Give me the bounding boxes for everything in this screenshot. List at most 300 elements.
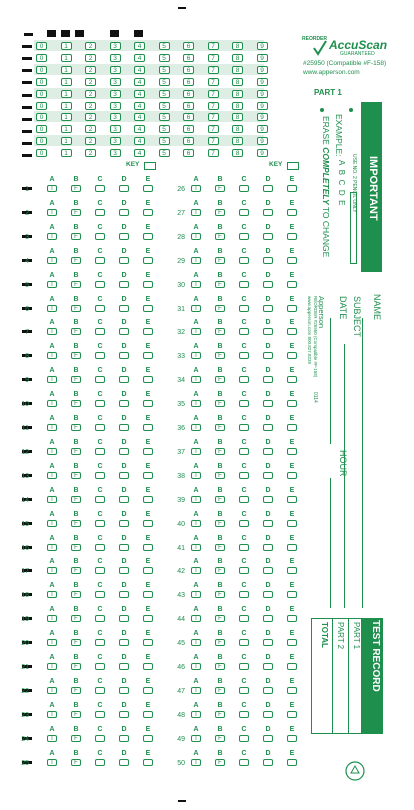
answer-bubble[interactable]: [143, 424, 153, 431]
answer-bubble[interactable]: F: [71, 639, 81, 646]
answer-bubble[interactable]: F: [215, 520, 225, 527]
field-hour-line[interactable]: [330, 478, 331, 608]
answer-bubble[interactable]: F: [215, 352, 225, 359]
key-bubble[interactable]: 1: [61, 113, 72, 121]
key-box-right[interactable]: [287, 162, 299, 170]
answer-bubble[interactable]: T: [191, 185, 201, 192]
answer-bubble[interactable]: F: [71, 448, 81, 455]
answer-bubble[interactable]: [287, 185, 297, 192]
key-bubble[interactable]: 3: [110, 149, 121, 157]
key-bubble[interactable]: 0: [36, 102, 47, 110]
answer-bubble[interactable]: F: [215, 759, 225, 766]
answer-bubble[interactable]: [263, 639, 273, 646]
answer-bubble[interactable]: T: [191, 448, 201, 455]
key-bubble[interactable]: 6: [183, 78, 194, 86]
key-bubble[interactable]: 1: [61, 78, 72, 86]
answer-bubble[interactable]: T: [47, 352, 57, 359]
answer-bubble[interactable]: T: [191, 711, 201, 718]
answer-bubble[interactable]: F: [71, 520, 81, 527]
answer-bubble[interactable]: [263, 185, 273, 192]
answer-bubble[interactable]: [95, 185, 105, 192]
key-bubble[interactable]: 3: [110, 113, 121, 121]
key-bubble[interactable]: 3: [110, 66, 121, 74]
answer-bubble[interactable]: T: [191, 233, 201, 240]
answer-bubble[interactable]: [119, 591, 129, 598]
answer-bubble[interactable]: [119, 281, 129, 288]
key-bubble[interactable]: 5: [159, 42, 170, 50]
answer-bubble[interactable]: [95, 591, 105, 598]
answer-bubble[interactable]: [263, 711, 273, 718]
answer-bubble[interactable]: [287, 759, 297, 766]
key-bubble[interactable]: 8: [232, 102, 243, 110]
answer-bubble[interactable]: F: [71, 759, 81, 766]
answer-bubble[interactable]: T: [191, 257, 201, 264]
answer-bubble[interactable]: T: [47, 544, 57, 551]
answer-bubble[interactable]: F: [71, 281, 81, 288]
answer-bubble[interactable]: T: [47, 639, 57, 646]
answer-bubble[interactable]: F: [71, 305, 81, 312]
answer-bubble[interactable]: [239, 209, 249, 216]
key-bubble[interactable]: 7: [208, 125, 219, 133]
answer-bubble[interactable]: [119, 233, 129, 240]
key-bubble[interactable]: 4: [134, 42, 145, 50]
key-bubble[interactable]: 0: [36, 78, 47, 86]
key-bubble[interactable]: 7: [208, 78, 219, 86]
answer-bubble[interactable]: [239, 735, 249, 742]
answer-bubble[interactable]: T: [191, 663, 201, 670]
answer-bubble[interactable]: [287, 400, 297, 407]
answer-bubble[interactable]: F: [215, 305, 225, 312]
key-bubble[interactable]: 6: [183, 102, 194, 110]
answer-bubble[interactable]: [287, 639, 297, 646]
answer-bubble[interactable]: T: [47, 520, 57, 527]
key-bubble[interactable]: 0: [36, 113, 47, 121]
key-bubble[interactable]: 3: [110, 102, 121, 110]
answer-bubble[interactable]: F: [215, 424, 225, 431]
answer-bubble[interactable]: [287, 472, 297, 479]
answer-bubble[interactable]: [143, 639, 153, 646]
answer-bubble[interactable]: [263, 520, 273, 527]
key-bubble[interactable]: 8: [232, 125, 243, 133]
answer-bubble[interactable]: [95, 233, 105, 240]
answer-bubble[interactable]: [287, 663, 297, 670]
key-bubble[interactable]: 3: [110, 90, 121, 98]
answer-bubble[interactable]: F: [71, 663, 81, 670]
answer-bubble[interactable]: [119, 544, 129, 551]
answer-bubble[interactable]: [143, 376, 153, 383]
answer-bubble[interactable]: [143, 759, 153, 766]
key-bubble[interactable]: 1: [61, 137, 72, 145]
answer-bubble[interactable]: [119, 687, 129, 694]
key-bubble[interactable]: 2: [85, 54, 96, 62]
answer-bubble[interactable]: F: [215, 209, 225, 216]
key-bubble[interactable]: 5: [159, 54, 170, 62]
key-bubble[interactable]: 0: [36, 42, 47, 50]
answer-bubble[interactable]: [119, 352, 129, 359]
answer-bubble[interactable]: T: [191, 472, 201, 479]
answer-bubble[interactable]: [263, 400, 273, 407]
answer-bubble[interactable]: [95, 735, 105, 742]
key-bubble[interactable]: 7: [208, 54, 219, 62]
answer-bubble[interactable]: T: [191, 496, 201, 503]
answer-bubble[interactable]: [239, 567, 249, 574]
key-bubble[interactable]: 6: [183, 137, 194, 145]
answer-bubble[interactable]: F: [215, 639, 225, 646]
key-bubble[interactable]: 3: [110, 78, 121, 86]
answer-bubble[interactable]: [143, 711, 153, 718]
key-bubble[interactable]: 9: [257, 54, 268, 62]
answer-bubble[interactable]: [119, 759, 129, 766]
answer-bubble[interactable]: F: [215, 448, 225, 455]
answer-bubble[interactable]: T: [47, 328, 57, 335]
answer-bubble[interactable]: [287, 209, 297, 216]
key-bubble[interactable]: 6: [183, 42, 194, 50]
answer-bubble[interactable]: [287, 544, 297, 551]
answer-bubble[interactable]: [239, 185, 249, 192]
answer-bubble[interactable]: [95, 448, 105, 455]
answer-bubble[interactable]: [239, 496, 249, 503]
answer-bubble[interactable]: T: [47, 472, 57, 479]
key-bubble[interactable]: 7: [208, 113, 219, 121]
answer-bubble[interactable]: [95, 257, 105, 264]
answer-bubble[interactable]: [119, 615, 129, 622]
answer-bubble[interactable]: [95, 567, 105, 574]
answer-bubble[interactable]: [239, 400, 249, 407]
key-bubble[interactable]: 4: [134, 102, 145, 110]
answer-bubble[interactable]: [143, 544, 153, 551]
key-bubble[interactable]: 6: [183, 54, 194, 62]
answer-bubble[interactable]: [143, 496, 153, 503]
key-bubble[interactable]: 7: [208, 149, 219, 157]
answer-bubble[interactable]: [95, 352, 105, 359]
answer-bubble[interactable]: [239, 281, 249, 288]
answer-bubble[interactable]: [95, 639, 105, 646]
answer-bubble[interactable]: F: [71, 233, 81, 240]
answer-bubble[interactable]: T: [191, 591, 201, 598]
answer-bubble[interactable]: [239, 233, 249, 240]
key-bubble[interactable]: 0: [36, 125, 47, 133]
answer-bubble[interactable]: [287, 591, 297, 598]
answer-bubble[interactable]: T: [191, 567, 201, 574]
answer-bubble[interactable]: [95, 711, 105, 718]
answer-bubble[interactable]: F: [215, 663, 225, 670]
answer-bubble[interactable]: [263, 615, 273, 622]
answer-bubble[interactable]: [143, 233, 153, 240]
answer-bubble[interactable]: T: [191, 615, 201, 622]
answer-bubble[interactable]: [287, 305, 297, 312]
answer-bubble[interactable]: T: [47, 591, 57, 598]
answer-bubble[interactable]: [287, 711, 297, 718]
answer-bubble[interactable]: [143, 400, 153, 407]
answer-bubble[interactable]: F: [71, 328, 81, 335]
key-bubble[interactable]: 7: [208, 90, 219, 98]
answer-bubble[interactable]: [263, 328, 273, 335]
key-bubble[interactable]: 1: [61, 90, 72, 98]
answer-bubble[interactable]: [95, 305, 105, 312]
key-box-left[interactable]: [144, 162, 156, 170]
answer-bubble[interactable]: [239, 424, 249, 431]
key-bubble[interactable]: 5: [159, 78, 170, 86]
answer-bubble[interactable]: [263, 376, 273, 383]
key-bubble[interactable]: 1: [61, 42, 72, 50]
answer-bubble[interactable]: [263, 352, 273, 359]
key-bubble[interactable]: 5: [159, 149, 170, 157]
answer-bubble[interactable]: F: [71, 615, 81, 622]
answer-bubble[interactable]: T: [47, 496, 57, 503]
key-bubble[interactable]: 9: [257, 42, 268, 50]
answer-bubble[interactable]: [95, 424, 105, 431]
key-bubble[interactable]: 0: [36, 149, 47, 157]
key-bubble[interactable]: 1: [61, 125, 72, 133]
key-bubble[interactable]: 5: [159, 125, 170, 133]
answer-bubble[interactable]: F: [215, 281, 225, 288]
answer-bubble[interactable]: [263, 233, 273, 240]
key-bubble[interactable]: 6: [183, 90, 194, 98]
answer-bubble[interactable]: F: [71, 352, 81, 359]
field-date-line[interactable]: [330, 318, 331, 444]
answer-bubble[interactable]: [287, 424, 297, 431]
answer-bubble[interactable]: [143, 591, 153, 598]
key-bubble[interactable]: 5: [159, 113, 170, 121]
answer-bubble[interactable]: F: [215, 544, 225, 551]
answer-bubble[interactable]: [95, 615, 105, 622]
answer-bubble[interactable]: T: [191, 376, 201, 383]
key-bubble[interactable]: 8: [232, 149, 243, 157]
answer-bubble[interactable]: [239, 305, 249, 312]
answer-bubble[interactable]: T: [191, 424, 201, 431]
answer-bubble[interactable]: [263, 591, 273, 598]
answer-bubble[interactable]: [287, 376, 297, 383]
answer-bubble[interactable]: T: [47, 711, 57, 718]
answer-bubble[interactable]: F: [215, 185, 225, 192]
answer-bubble[interactable]: T: [47, 735, 57, 742]
answer-bubble[interactable]: [239, 639, 249, 646]
answer-bubble[interactable]: [287, 281, 297, 288]
answer-bubble[interactable]: [143, 281, 153, 288]
key-bubble[interactable]: 2: [85, 113, 96, 121]
answer-bubble[interactable]: [119, 472, 129, 479]
answer-bubble[interactable]: [239, 448, 249, 455]
answer-bubble[interactable]: [95, 544, 105, 551]
key-bubble[interactable]: 9: [257, 78, 268, 86]
answer-bubble[interactable]: [143, 305, 153, 312]
answer-bubble[interactable]: F: [215, 735, 225, 742]
key-bubble[interactable]: 4: [134, 54, 145, 62]
answer-bubble[interactable]: [287, 520, 297, 527]
key-bubble[interactable]: 3: [110, 125, 121, 133]
answer-bubble[interactable]: F: [215, 400, 225, 407]
key-bubble[interactable]: 8: [232, 42, 243, 50]
answer-bubble[interactable]: T: [47, 281, 57, 288]
answer-bubble[interactable]: [287, 687, 297, 694]
key-bubble[interactable]: 7: [208, 137, 219, 145]
answer-bubble[interactable]: T: [47, 759, 57, 766]
answer-bubble[interactable]: [239, 711, 249, 718]
answer-bubble[interactable]: [95, 687, 105, 694]
key-bubble[interactable]: 1: [61, 54, 72, 62]
answer-bubble[interactable]: F: [71, 735, 81, 742]
answer-bubble[interactable]: [119, 257, 129, 264]
answer-bubble[interactable]: [119, 185, 129, 192]
answer-bubble[interactable]: [263, 544, 273, 551]
answer-bubble[interactable]: [119, 209, 129, 216]
answer-bubble[interactable]: [95, 376, 105, 383]
answer-bubble[interactable]: [143, 567, 153, 574]
answer-bubble[interactable]: F: [215, 567, 225, 574]
answer-bubble[interactable]: [239, 615, 249, 622]
key-bubble[interactable]: 9: [257, 149, 268, 157]
answer-bubble[interactable]: [143, 615, 153, 622]
key-bubble[interactable]: 2: [85, 42, 96, 50]
answer-bubble[interactable]: [287, 496, 297, 503]
answer-bubble[interactable]: F: [71, 185, 81, 192]
answer-bubble[interactable]: [95, 496, 105, 503]
answer-bubble[interactable]: F: [215, 233, 225, 240]
answer-bubble[interactable]: [287, 328, 297, 335]
answer-bubble[interactable]: [95, 759, 105, 766]
answer-bubble[interactable]: T: [191, 687, 201, 694]
answer-bubble[interactable]: [239, 352, 249, 359]
answer-bubble[interactable]: [119, 400, 129, 407]
key-bubble[interactable]: 2: [85, 90, 96, 98]
key-bubble[interactable]: 9: [257, 113, 268, 121]
answer-bubble[interactable]: T: [191, 305, 201, 312]
answer-bubble[interactable]: [95, 209, 105, 216]
answer-bubble[interactable]: T: [47, 400, 57, 407]
key-bubble[interactable]: 2: [85, 78, 96, 86]
answer-bubble[interactable]: F: [215, 591, 225, 598]
answer-bubble[interactable]: [119, 735, 129, 742]
answer-bubble[interactable]: T: [191, 520, 201, 527]
answer-bubble[interactable]: T: [191, 352, 201, 359]
key-bubble[interactable]: 9: [257, 125, 268, 133]
answer-bubble[interactable]: F: [71, 544, 81, 551]
key-bubble[interactable]: 4: [134, 90, 145, 98]
answer-bubble[interactable]: F: [215, 687, 225, 694]
answer-bubble[interactable]: [287, 233, 297, 240]
answer-bubble[interactable]: [287, 448, 297, 455]
key-bubble[interactable]: 3: [110, 137, 121, 145]
answer-bubble[interactable]: [263, 735, 273, 742]
answer-bubble[interactable]: T: [191, 281, 201, 288]
key-bubble[interactable]: 2: [85, 125, 96, 133]
answer-bubble[interactable]: T: [47, 663, 57, 670]
field-name-line[interactable]: [362, 318, 363, 608]
answer-bubble[interactable]: T: [47, 424, 57, 431]
answer-bubble[interactable]: F: [215, 328, 225, 335]
key-bubble[interactable]: 2: [85, 102, 96, 110]
answer-bubble[interactable]: [239, 759, 249, 766]
key-bubble[interactable]: 7: [208, 66, 219, 74]
answer-bubble[interactable]: [119, 520, 129, 527]
key-bubble[interactable]: 1: [61, 66, 72, 74]
key-bubble[interactable]: 7: [208, 102, 219, 110]
answer-bubble[interactable]: [287, 735, 297, 742]
answer-bubble[interactable]: [95, 520, 105, 527]
answer-bubble[interactable]: [263, 209, 273, 216]
answer-bubble[interactable]: T: [47, 257, 57, 264]
answer-bubble[interactable]: [263, 305, 273, 312]
answer-bubble[interactable]: T: [47, 233, 57, 240]
answer-bubble[interactable]: T: [47, 567, 57, 574]
answer-bubble[interactable]: T: [191, 735, 201, 742]
answer-bubble[interactable]: F: [71, 687, 81, 694]
answer-bubble[interactable]: F: [215, 472, 225, 479]
answer-bubble[interactable]: [119, 663, 129, 670]
answer-bubble[interactable]: T: [191, 544, 201, 551]
key-bubble[interactable]: 4: [134, 113, 145, 121]
answer-bubble[interactable]: T: [47, 615, 57, 622]
answer-bubble[interactable]: F: [71, 711, 81, 718]
answer-bubble[interactable]: F: [215, 615, 225, 622]
answer-bubble[interactable]: [239, 472, 249, 479]
answer-bubble[interactable]: [263, 257, 273, 264]
key-bubble[interactable]: 6: [183, 125, 194, 133]
answer-bubble[interactable]: [287, 257, 297, 264]
key-bubble[interactable]: 0: [36, 54, 47, 62]
answer-bubble[interactable]: T: [191, 209, 201, 216]
key-bubble[interactable]: 7: [208, 42, 219, 50]
answer-bubble[interactable]: [119, 496, 129, 503]
answer-bubble[interactable]: [239, 544, 249, 551]
answer-bubble[interactable]: T: [47, 209, 57, 216]
key-bubble[interactable]: 6: [183, 149, 194, 157]
answer-bubble[interactable]: T: [191, 759, 201, 766]
answer-bubble[interactable]: [287, 615, 297, 622]
answer-bubble[interactable]: [95, 663, 105, 670]
answer-bubble[interactable]: F: [215, 496, 225, 503]
answer-bubble[interactable]: [263, 424, 273, 431]
answer-bubble[interactable]: F: [71, 257, 81, 264]
answer-bubble[interactable]: F: [71, 591, 81, 598]
key-bubble[interactable]: 0: [36, 137, 47, 145]
key-bubble[interactable]: 8: [232, 113, 243, 121]
key-bubble[interactable]: 4: [134, 137, 145, 145]
key-bubble[interactable]: 0: [36, 66, 47, 74]
key-bubble[interactable]: 4: [134, 125, 145, 133]
answer-bubble[interactable]: T: [47, 687, 57, 694]
key-bubble[interactable]: 5: [159, 66, 170, 74]
answer-bubble[interactable]: T: [47, 185, 57, 192]
answer-bubble[interactable]: [95, 400, 105, 407]
answer-bubble[interactable]: [263, 448, 273, 455]
answer-bubble[interactable]: [95, 472, 105, 479]
answer-bubble[interactable]: T: [191, 328, 201, 335]
answer-bubble[interactable]: [95, 281, 105, 288]
answer-bubble[interactable]: F: [71, 567, 81, 574]
answer-bubble[interactable]: [119, 376, 129, 383]
answer-bubble[interactable]: [263, 496, 273, 503]
answer-bubble[interactable]: [263, 687, 273, 694]
answer-bubble[interactable]: T: [191, 639, 201, 646]
answer-bubble[interactable]: [239, 687, 249, 694]
answer-bubble[interactable]: [263, 281, 273, 288]
key-bubble[interactable]: 5: [159, 137, 170, 145]
key-bubble[interactable]: 3: [110, 42, 121, 50]
answer-bubble[interactable]: [119, 567, 129, 574]
key-bubble[interactable]: 2: [85, 137, 96, 145]
key-bubble[interactable]: 9: [257, 102, 268, 110]
key-bubble[interactable]: 1: [61, 102, 72, 110]
answer-bubble[interactable]: [119, 424, 129, 431]
key-bubble[interactable]: 9: [257, 137, 268, 145]
answer-bubble[interactable]: [263, 759, 273, 766]
answer-bubble[interactable]: [239, 328, 249, 335]
answer-bubble[interactable]: F: [71, 496, 81, 503]
answer-bubble[interactable]: [143, 352, 153, 359]
answer-bubble[interactable]: [143, 687, 153, 694]
answer-bubble[interactable]: [239, 591, 249, 598]
